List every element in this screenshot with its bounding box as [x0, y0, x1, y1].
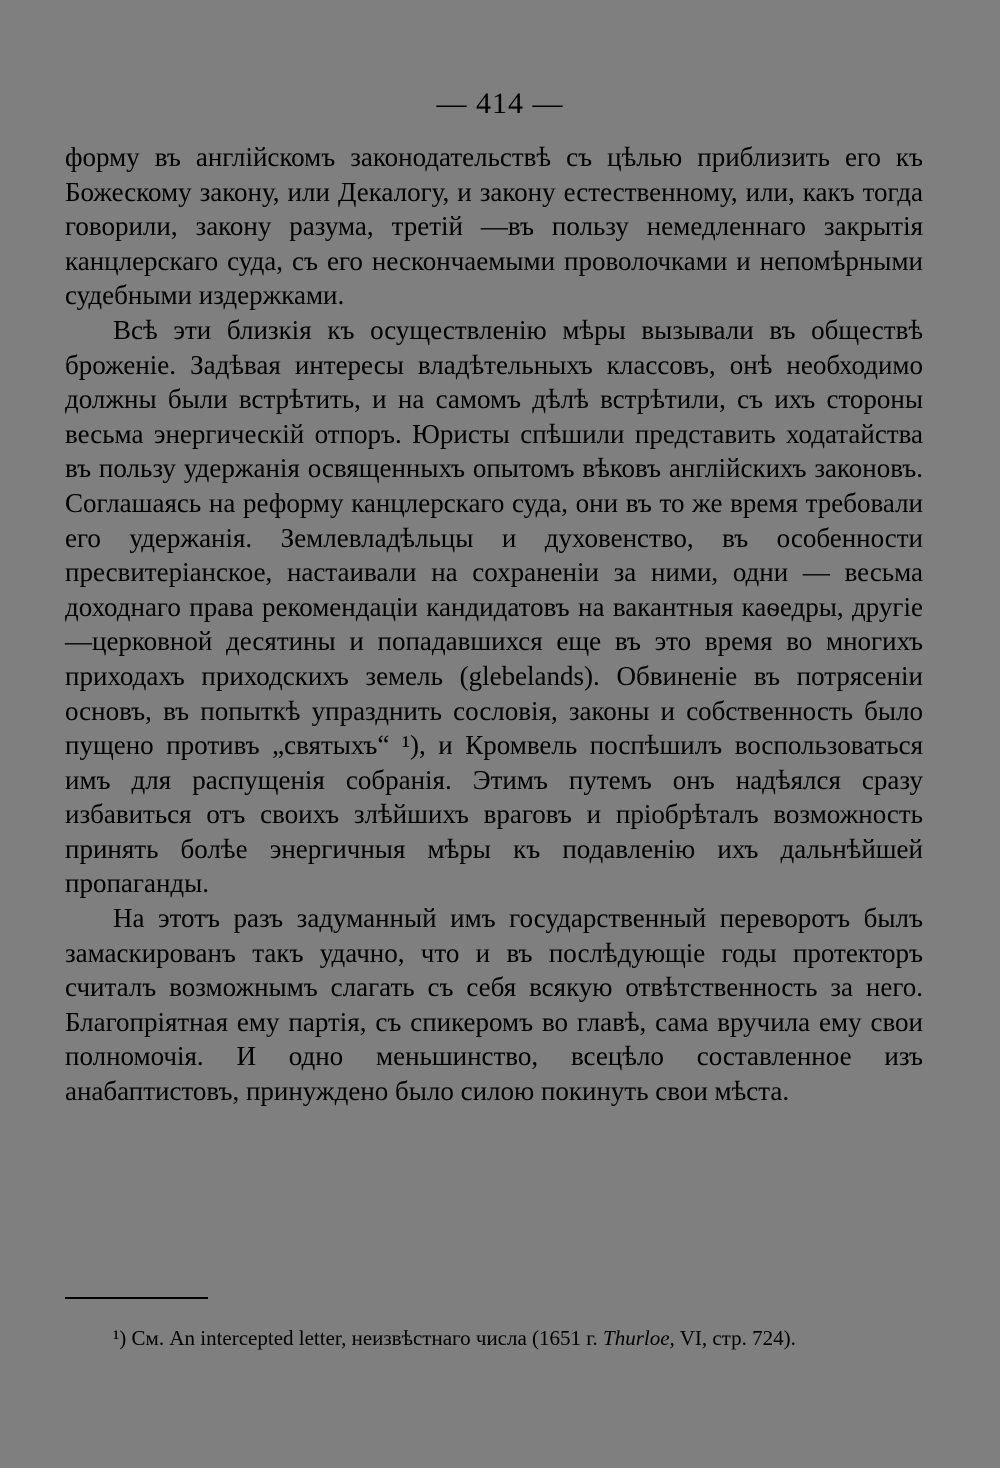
footnote-source: Thurloe, — [603, 1326, 675, 1350]
paragraph-continuation: форму въ англійскомъ законодательствѣ съ цѣлью приблизить его къ Божескому закону, или Декалогу, и закону естественному, или, какъ тогда говорили, закону разума, третій —въ пользу немедленнаго закрытія канцлерскаго суда, съ его нескончаемыми проволочками и непомѣрными судебными издержками. — [65, 142, 923, 311]
footnote — [65, 1320, 923, 1356]
paragraph-reaction-to-reforms: Всѣ эти близкія къ осуществленію мѣры вызывали въ обществѣ броженіе. Задѣвая интересы владѣтельныхъ классовъ, онѣ необходимо должны были встрѣтить, и на самомъ дѣлѣ встрѣтили, съ ихъ стороны весьма энергическій отпоръ. Юристы спѣшили представить ходатайства въ пользу удержанія освященныхъ опытомъ вѣковъ англійскихъ законовъ. Соглашаясь на реформу канцлерскаго суда, они въ то же время требовали его удержанія. Землевладѣльцы и духовенство, въ особенности пресвитеріанское, настаивали на сохраненіи за ними, одни — весьма доходнаго права рекомендаціи кандидатовъ на вакантныя каѳедры, другіе —церковной десятины и попадавшихся еще въ это время во многихъ приходахъ приходскихъ земель (glebelands). Обвиненіе въ потрясеніи основъ, въ попыткѣ упразднить сословія, законы и собственность было пущено противъ „святыхъ“ ¹), и Кромвель поспѣшилъ воспользоваться имъ для распущенія собранія. Этимъ путемъ онъ надѣялся сразу избавиться отъ своихъ злѣйшихъ враговъ и пріобрѣталъ возможность принять болѣе энергичныя мѣры къ подавленію ихъ дальнѣйшей пропаганды. — [65, 314, 923, 899]
footnote-tail: VI, стр. 724). — [679, 1326, 796, 1350]
main-text — [65, 140, 923, 1109]
footnote-divider — [65, 1297, 208, 1299]
paragraph-coup-disguised: На этотъ разъ задуманный имъ государственный переворотъ былъ замаскированъ такъ удачно, что и въ послѣдующіе годы протекторъ считалъ возможнымъ слагать съ себя всякую отвѣтственность за него. Благопріятная ему партія, съ спикеромъ во главѣ, сама вручила ему свои полномочія. И одно меньшинство, всецѣло составленное изъ анабаптистовъ, принуждено было силою покинуть свои мѣста. — [65, 903, 923, 1107]
page-number: — 414 — — [436, 87, 564, 120]
footnote-lead: ¹) См. An intercepted letter, неизвѣстнаго числа (1651 г. — [113, 1326, 598, 1350]
